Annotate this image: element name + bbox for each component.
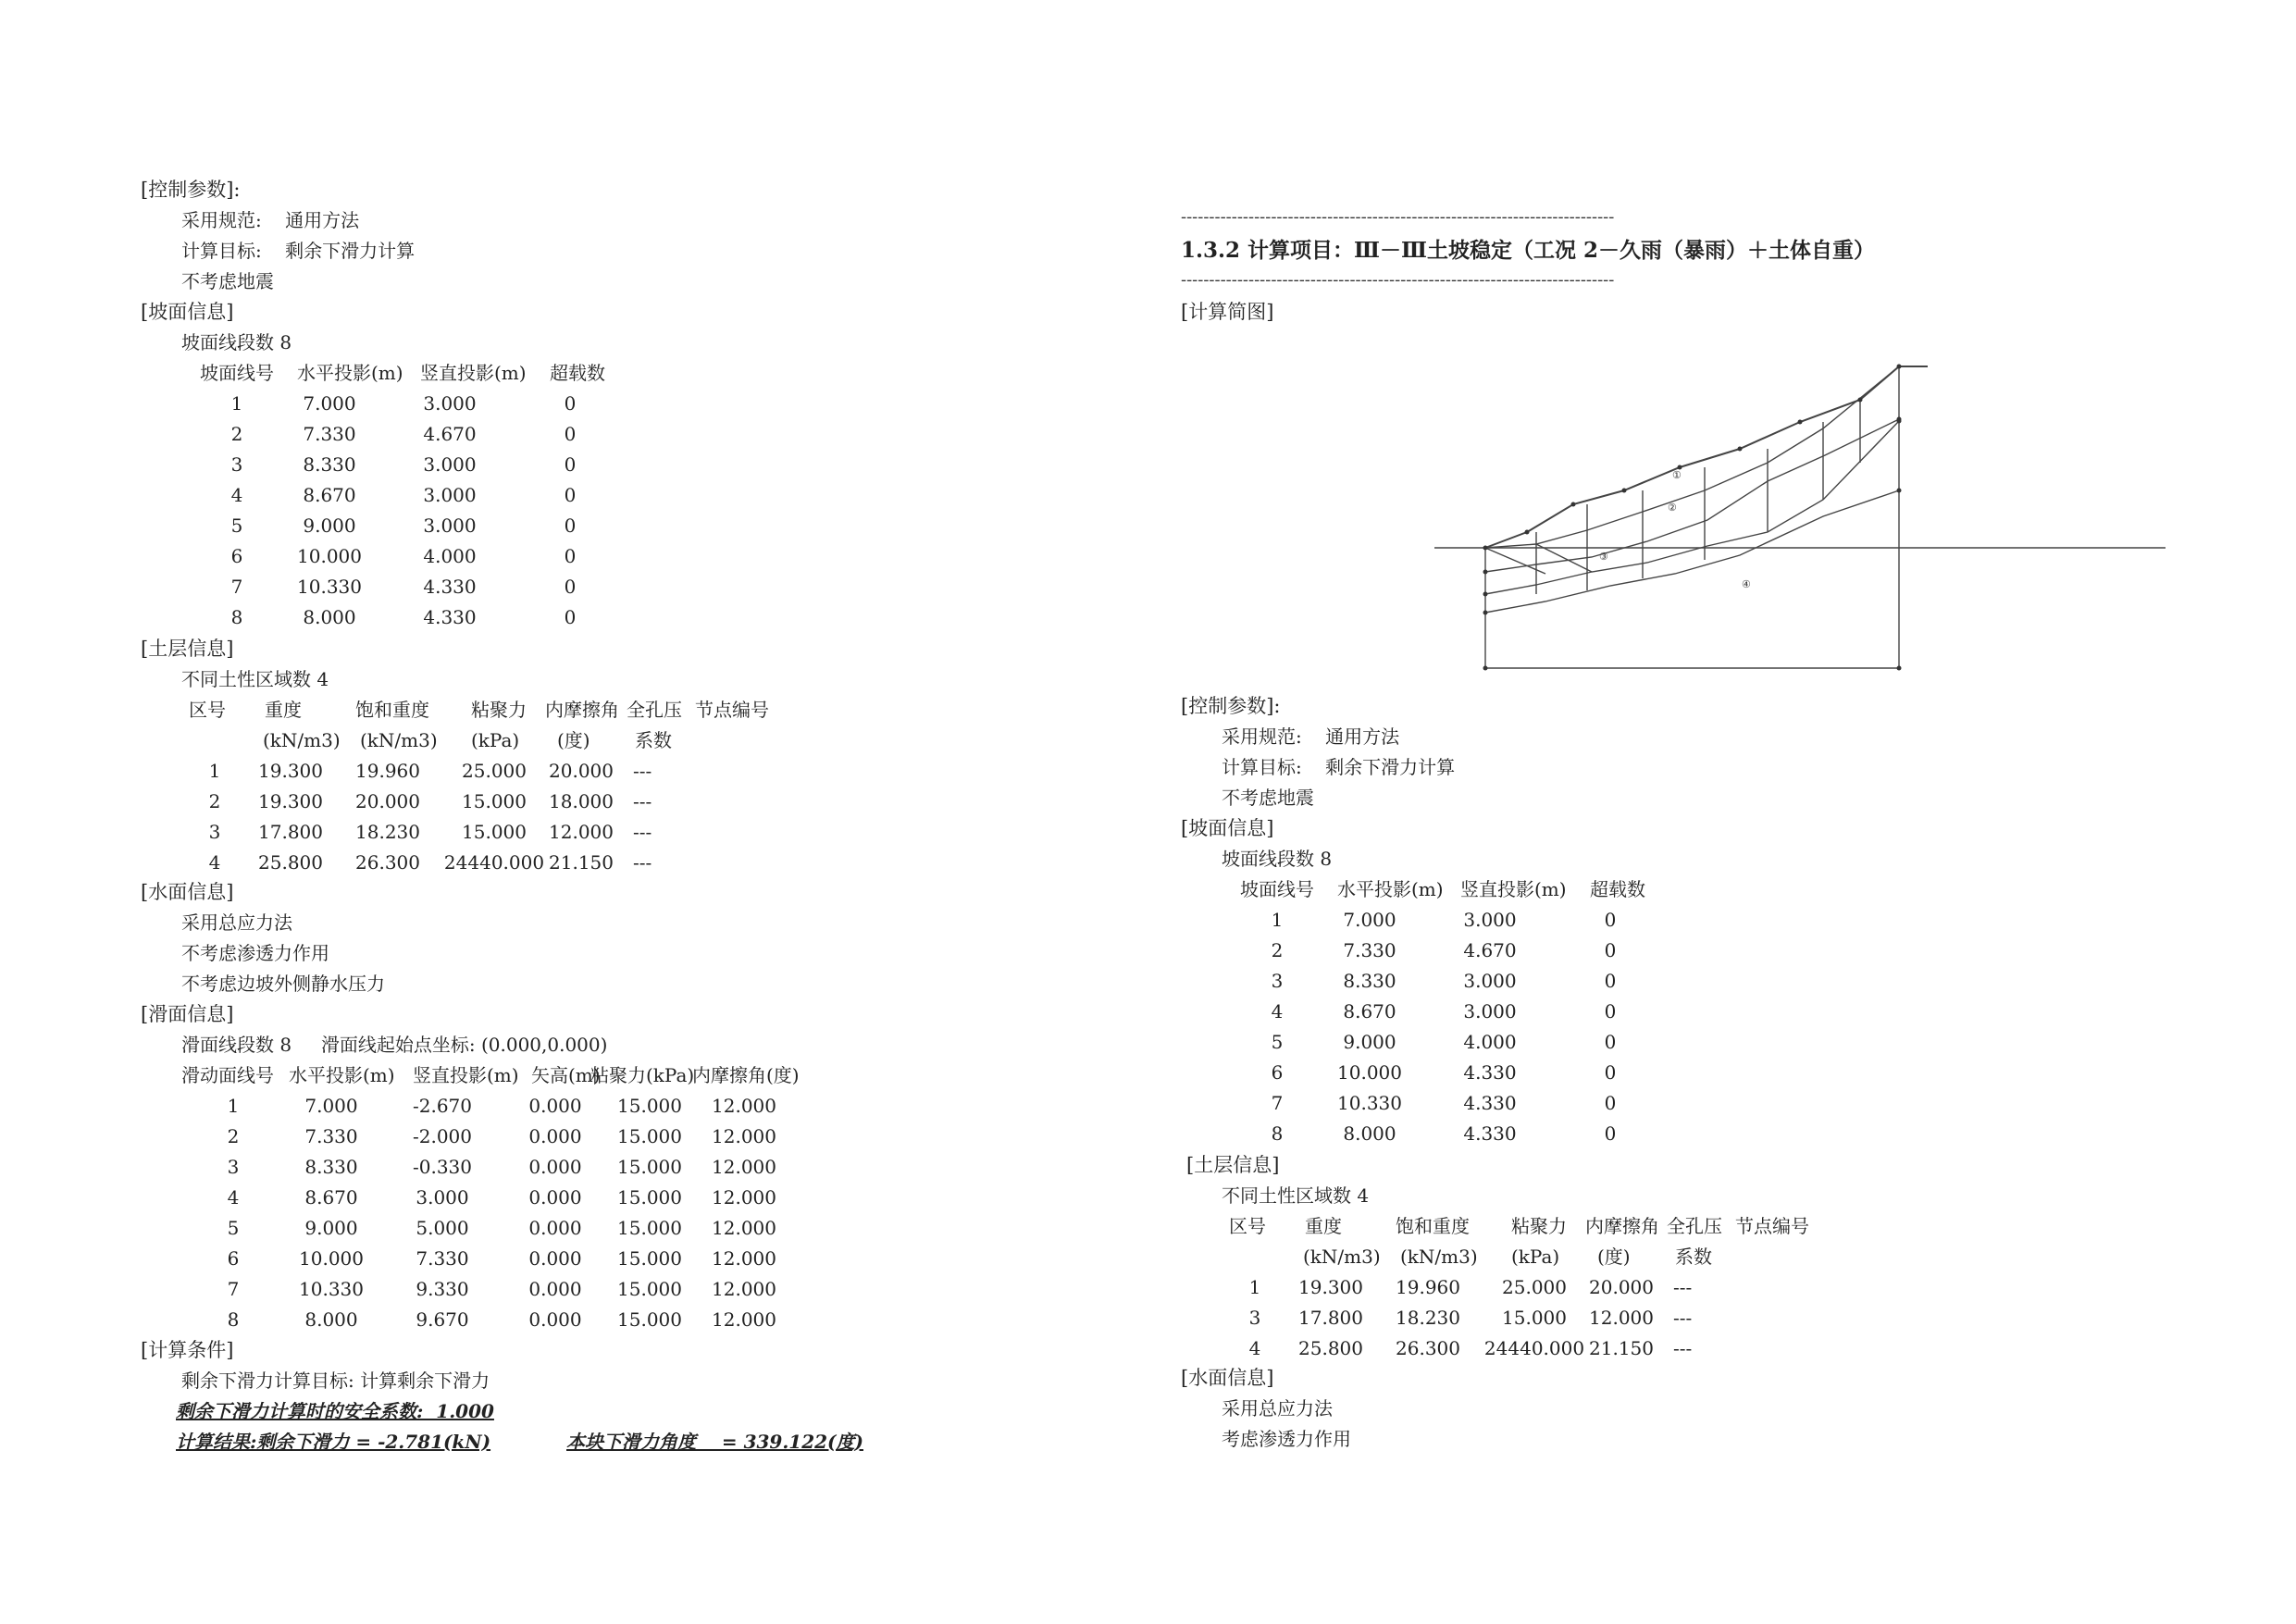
slope-cell: 3.000	[423, 484, 477, 506]
soil-cell: 3	[1248, 1307, 1261, 1329]
soil-cell: 1	[1248, 1276, 1261, 1298]
slope-cell: 7.330	[1343, 939, 1396, 961]
slip-col-header: 矢高(m)	[531, 1064, 601, 1086]
soil-cell: 19.300	[258, 760, 323, 782]
soil-col-header: 内摩擦角	[545, 699, 619, 721]
soil-cell: 4	[1248, 1337, 1261, 1359]
slope-cell: 6	[230, 545, 243, 567]
soil-cell: 19.960	[355, 760, 420, 782]
slip-cell: -2.000	[412, 1125, 473, 1147]
soil-cell: 15.000	[1502, 1307, 1567, 1329]
slope-cell: 3.000	[1463, 970, 1517, 992]
slope-cell: 7.000	[303, 392, 356, 415]
slope-cell: 0	[564, 423, 577, 445]
slip-cell: 9.330	[416, 1278, 469, 1300]
soil-cell: 25.800	[258, 851, 323, 874]
slip-cell: 15.000	[617, 1186, 682, 1209]
slope-header: [坡面信息]	[141, 301, 234, 323]
slope-cell: 4.330	[1463, 1122, 1517, 1145]
soil-count: 不同土性区域数 4	[181, 668, 329, 690]
slip-col-header: 粘聚力(kPa)	[590, 1064, 695, 1086]
slip-cell: 12.000	[712, 1186, 776, 1209]
slip-cell: 3	[227, 1156, 240, 1178]
slip-col-header: 竖直投影(m)	[413, 1064, 519, 1086]
soil-col-unit: (kPa)	[1511, 1246, 1560, 1268]
zone-label: ③	[1599, 551, 1608, 563]
slip-cell: -0.330	[412, 1156, 473, 1178]
slope-cell: 3.000	[423, 453, 477, 476]
slope-cell: 4.670	[1463, 939, 1517, 961]
section-title: 1.3.2 计算项目：Ⅲ－Ⅲ土坡稳定（工况 2－久雨（暴雨）＋土体自重）	[1181, 238, 1876, 263]
slope-cell: 0	[564, 453, 577, 476]
slip-cell: 7.330	[304, 1125, 358, 1147]
control-header: [控制参数]:	[1181, 695, 1281, 717]
slip-cell: 6	[227, 1247, 240, 1270]
water-line: 不考虑边坡外侧静水压力	[181, 973, 385, 995]
slip-count: 滑面线段数 8 滑面线起始点坐标: (0.000,0.000)	[181, 1034, 608, 1056]
slope-cell: 7.330	[303, 423, 356, 445]
divider-bottom: -----------------------------------------------------------------------------	[1181, 270, 1615, 290]
soil-col-header: 饱和重度	[1396, 1215, 1470, 1237]
zone-label: ②	[1668, 502, 1677, 514]
soil-cell: 24440.000	[1483, 1337, 1585, 1359]
soil-header: [土层信息]	[1186, 1154, 1280, 1176]
soil-col-header: 全孔压	[627, 699, 682, 721]
soil-cell: 15.000	[462, 821, 527, 843]
slope-cell: 0	[1604, 1031, 1617, 1053]
soil-col-header: 区号	[1229, 1215, 1266, 1237]
slip-col-header: 水平投影(m)	[289, 1064, 395, 1086]
slope-cell: 2	[1271, 939, 1284, 961]
slip-cell: 8	[227, 1308, 240, 1331]
slope-cell: 0	[1604, 1061, 1617, 1084]
soil-cell: 1	[208, 760, 221, 782]
soil-cell: 24440.000	[443, 851, 545, 874]
slip-cell: 15.000	[617, 1278, 682, 1300]
control-line: 计算目标: 剩余下滑力计算	[181, 240, 416, 262]
slope-cell: 0	[564, 392, 577, 415]
calc-header: [计算条件]	[141, 1339, 234, 1361]
soil-cell: 20.000	[355, 790, 420, 812]
slip-cell: 15.000	[617, 1308, 682, 1331]
slope-cell: 3	[1271, 970, 1284, 992]
slope-col-header: 竖直投影(m)	[420, 362, 527, 384]
slip-cell: 15.000	[617, 1125, 682, 1147]
slip-cell: 0.000	[528, 1125, 582, 1147]
slip-header: [滑面信息]	[141, 1003, 234, 1025]
slope-cell: 8	[1271, 1122, 1284, 1145]
slope-cell: 4.330	[423, 576, 477, 598]
soil-col-unit: (度)	[1597, 1246, 1631, 1268]
soil-cell: 3	[208, 821, 221, 843]
slope-col-header: 水平投影(m)	[297, 362, 403, 384]
slip-cell: 7.000	[304, 1095, 358, 1117]
slip-col-header: 内摩擦角(度)	[692, 1064, 800, 1086]
soil-cell: 19.300	[1298, 1276, 1363, 1298]
soil-cell: 19.960	[1396, 1276, 1460, 1298]
slope-cell: 4.670	[423, 423, 477, 445]
slope-cell: 4.330	[1463, 1061, 1517, 1084]
slope-cell: 0	[564, 545, 577, 567]
soil-col-header: 重度	[1305, 1215, 1342, 1237]
slope-cell: 9.000	[1343, 1031, 1396, 1053]
soil-cell: 15.000	[462, 790, 527, 812]
control-line: 采用规范: 通用方法	[1222, 725, 1400, 748]
soil-cell: 4	[208, 851, 221, 874]
water-header: [水面信息]	[141, 881, 234, 903]
safety-factor: 剩余下滑力计算时的安全系数: 1.000	[176, 1400, 494, 1422]
slope-cell: 3.000	[1463, 909, 1517, 931]
soil-cell: 26.300	[355, 851, 420, 874]
soil-col-unit: (kPa)	[471, 729, 520, 751]
control-line: 不考虑地震	[181, 270, 274, 292]
slope-col-header: 水平投影(m)	[1337, 878, 1444, 900]
slope-cell: 1	[230, 392, 243, 415]
soil-col-header: 粘聚力	[471, 699, 527, 721]
layer-line	[1485, 490, 1899, 613]
soil-col-unit: (kN/m3)	[263, 729, 341, 751]
soil-col-unit: (kN/m3)	[1303, 1246, 1381, 1268]
slip-cell: 3.000	[416, 1186, 469, 1209]
soil-col-unit: (kN/m3)	[360, 729, 438, 751]
zone-label: ①	[1672, 469, 1682, 481]
slip-cell: 8.670	[304, 1186, 358, 1209]
slip-cell: 0.000	[528, 1278, 582, 1300]
slope-cell: 6	[1271, 1061, 1284, 1084]
slip-cell: 10.000	[299, 1247, 364, 1270]
result-angle: 本块下滑力角度 = 339.122(度)	[566, 1431, 863, 1453]
slip-cell: 0.000	[528, 1156, 582, 1178]
slope-cell: 8	[230, 606, 243, 628]
water-line: 考虑渗透力作用	[1222, 1428, 1351, 1450]
slope-cell: 8.330	[303, 453, 356, 476]
slope-count: 坡面线段数 8	[181, 331, 292, 353]
slope-cell: 10.000	[297, 545, 362, 567]
slope-cell: 0	[1604, 1092, 1617, 1114]
slip-cell: 12.000	[712, 1156, 776, 1178]
slip-cell: 15.000	[617, 1156, 682, 1178]
slope-cell: 0	[564, 576, 577, 598]
soil-col-header: 全孔压	[1667, 1215, 1722, 1237]
slope-cell: 3.000	[1463, 1000, 1517, 1023]
slip-cell: 12.000	[712, 1217, 776, 1239]
diagram-header: [计算简图]	[1181, 301, 1274, 323]
soil-cell: 19.300	[258, 790, 323, 812]
slip-cell: 2	[227, 1125, 240, 1147]
soil-cell: 2	[208, 790, 221, 812]
soil-count: 不同土性区域数 4	[1222, 1184, 1370, 1207]
slip-cell: 9.000	[304, 1217, 358, 1239]
slope-cell: 2	[230, 423, 243, 445]
slip-cell: 5	[227, 1217, 240, 1239]
slip-cell: 8.330	[304, 1156, 358, 1178]
soil-cell: ---	[1673, 1337, 1693, 1359]
slip-cell: 0.000	[528, 1217, 582, 1239]
result-force: 计算结果:剩余下滑力 = -2.781(kN)	[176, 1431, 491, 1453]
soil-col-unit: (kN/m3)	[1400, 1246, 1478, 1268]
soil-cell: 25.000	[462, 760, 527, 782]
slope-cell: 4.000	[1463, 1031, 1517, 1053]
soil-cell: ---	[633, 851, 652, 874]
soil-cell: ---	[1673, 1276, 1693, 1298]
soil-cell: ---	[1673, 1307, 1693, 1329]
slope-cell: 5	[230, 514, 243, 537]
slip-cell: 5.000	[416, 1217, 469, 1239]
slip-cell: 12.000	[712, 1095, 776, 1117]
soil-col-header: 区号	[189, 699, 226, 721]
slip-cell: 8.000	[304, 1308, 358, 1331]
soil-cell: ---	[633, 790, 652, 812]
slope-cell: 10.330	[297, 576, 362, 598]
slope-cell: 5	[1271, 1031, 1284, 1053]
slope-cell: 0	[564, 484, 577, 506]
slope-cell: 0	[564, 514, 577, 537]
slope-col-header: 坡面线号	[1240, 878, 1314, 900]
slope-cell: 1	[1271, 909, 1284, 931]
water-line: 采用总应力法	[1222, 1397, 1333, 1419]
slope-cell: 3.000	[423, 514, 477, 537]
slip-cell: 0.000	[528, 1095, 582, 1117]
slope-cell: 4	[1271, 1000, 1284, 1023]
slope-header: [坡面信息]	[1181, 817, 1274, 839]
slip-cell: 0.000	[528, 1186, 582, 1209]
soil-cell: 20.000	[549, 760, 614, 782]
slope-cell: 7.000	[1343, 909, 1396, 931]
slope-cell: 4.330	[1463, 1092, 1517, 1114]
slope-col-header: 坡面线号	[200, 362, 274, 384]
slope-cell: 0	[1604, 939, 1617, 961]
control-line: 不考虑地震	[1222, 787, 1314, 809]
slope-cell: 0	[1604, 909, 1617, 931]
soil-col-header: 粘聚力	[1511, 1215, 1567, 1237]
slope-cell: 3	[230, 453, 243, 476]
slope-col-header: 竖直投影(m)	[1460, 878, 1567, 900]
soil-cell: 20.000	[1589, 1276, 1654, 1298]
soil-cell: 25.800	[1298, 1337, 1363, 1359]
slip-cell: 12.000	[712, 1247, 776, 1270]
slope-cell: 0	[1604, 970, 1617, 992]
slip-cell: 15.000	[617, 1217, 682, 1239]
slope-cell: 0	[564, 606, 577, 628]
divider-top: -----------------------------------------------------------------------------	[1181, 207, 1615, 227]
slope-count: 坡面线段数 8	[1222, 848, 1333, 870]
soil-cell: 21.150	[549, 851, 614, 874]
slip-cell: 7	[227, 1278, 240, 1300]
zone-label: ④	[1742, 578, 1751, 590]
soil-col-unit: 系数	[635, 729, 672, 751]
soil-cell: 12.000	[549, 821, 614, 843]
soil-cell: ---	[633, 760, 652, 782]
soil-cell: 12.000	[1589, 1307, 1654, 1329]
slope-cell: 9.000	[303, 514, 356, 537]
water-line: 采用总应力法	[181, 911, 292, 934]
soil-col-header: 内摩擦角	[1585, 1215, 1659, 1237]
slope-cell: 4	[230, 484, 243, 506]
slope-col-header: 超载数	[1590, 878, 1645, 900]
slope-cell: 8.000	[1343, 1122, 1396, 1145]
soil-col-unit: 系数	[1675, 1246, 1712, 1268]
control-line: 采用规范: 通用方法	[181, 209, 360, 231]
slip-cell: 12.000	[712, 1278, 776, 1300]
slip-cell: 4	[227, 1186, 240, 1209]
slope-cell: 7	[1271, 1092, 1284, 1114]
calc-target: 剩余下滑力计算目标: 计算剩余下滑力	[181, 1370, 490, 1392]
soil-col-header: 饱和重度	[355, 699, 429, 721]
slope-cell: 10.330	[1337, 1092, 1402, 1114]
slip-cell: 9.670	[416, 1308, 469, 1331]
water-line: 不考虑渗透力作用	[181, 942, 329, 964]
slope-diagram	[1425, 352, 2166, 685]
soil-col-unit: (度)	[557, 729, 590, 751]
soil-col-header: 节点编号	[695, 699, 769, 721]
water-header: [水面信息]	[1181, 1367, 1274, 1389]
slope-cell: 4.000	[423, 545, 477, 567]
soil-cell: 18.000	[549, 790, 614, 812]
slope-cell: 0	[1604, 1000, 1617, 1023]
soil-col-header: 节点编号	[1735, 1215, 1809, 1237]
slip-cell: 7.330	[416, 1247, 469, 1270]
slip-cell: 15.000	[617, 1247, 682, 1270]
control-header: [控制参数]:	[141, 179, 241, 201]
slip-cell: 10.330	[299, 1278, 364, 1300]
slope-cell: 8.330	[1343, 970, 1396, 992]
slip-cell: 1	[227, 1095, 240, 1117]
soil-header: [土层信息]	[141, 638, 234, 660]
slip-cell: 0.000	[528, 1308, 582, 1331]
slip-cell: 15.000	[617, 1095, 682, 1117]
soil-cell: 21.150	[1589, 1337, 1654, 1359]
soil-cell: ---	[633, 821, 652, 843]
slope-cell: 3.000	[423, 392, 477, 415]
soil-cell: 17.800	[258, 821, 323, 843]
slope-cell: 8.670	[303, 484, 356, 506]
slip-cell: 12.000	[712, 1125, 776, 1147]
soil-cell: 18.230	[355, 821, 420, 843]
soil-col-header: 重度	[265, 699, 302, 721]
slip-line	[1485, 421, 1899, 594]
soil-cell: 18.230	[1396, 1307, 1460, 1329]
slope-cell: 10.000	[1337, 1061, 1402, 1084]
soil-cell: 25.000	[1502, 1276, 1567, 1298]
slip-cell: 12.000	[712, 1308, 776, 1331]
slip-col-header: 滑动面线号	[181, 1064, 274, 1086]
control-line: 计算目标: 剩余下滑力计算	[1222, 756, 1456, 778]
soil-cell: 17.800	[1298, 1307, 1363, 1329]
slope-cell: 7	[230, 576, 243, 598]
slope-cell: 8.670	[1343, 1000, 1396, 1023]
slope-cell: 4.330	[423, 606, 477, 628]
slope-cell: 0	[1604, 1122, 1617, 1145]
slip-cell: 0.000	[528, 1247, 582, 1270]
slope-col-header: 超载数	[550, 362, 605, 384]
slope-cell: 8.000	[303, 606, 356, 628]
soil-cell: 26.300	[1396, 1337, 1460, 1359]
slip-cell: -2.670	[412, 1095, 473, 1117]
